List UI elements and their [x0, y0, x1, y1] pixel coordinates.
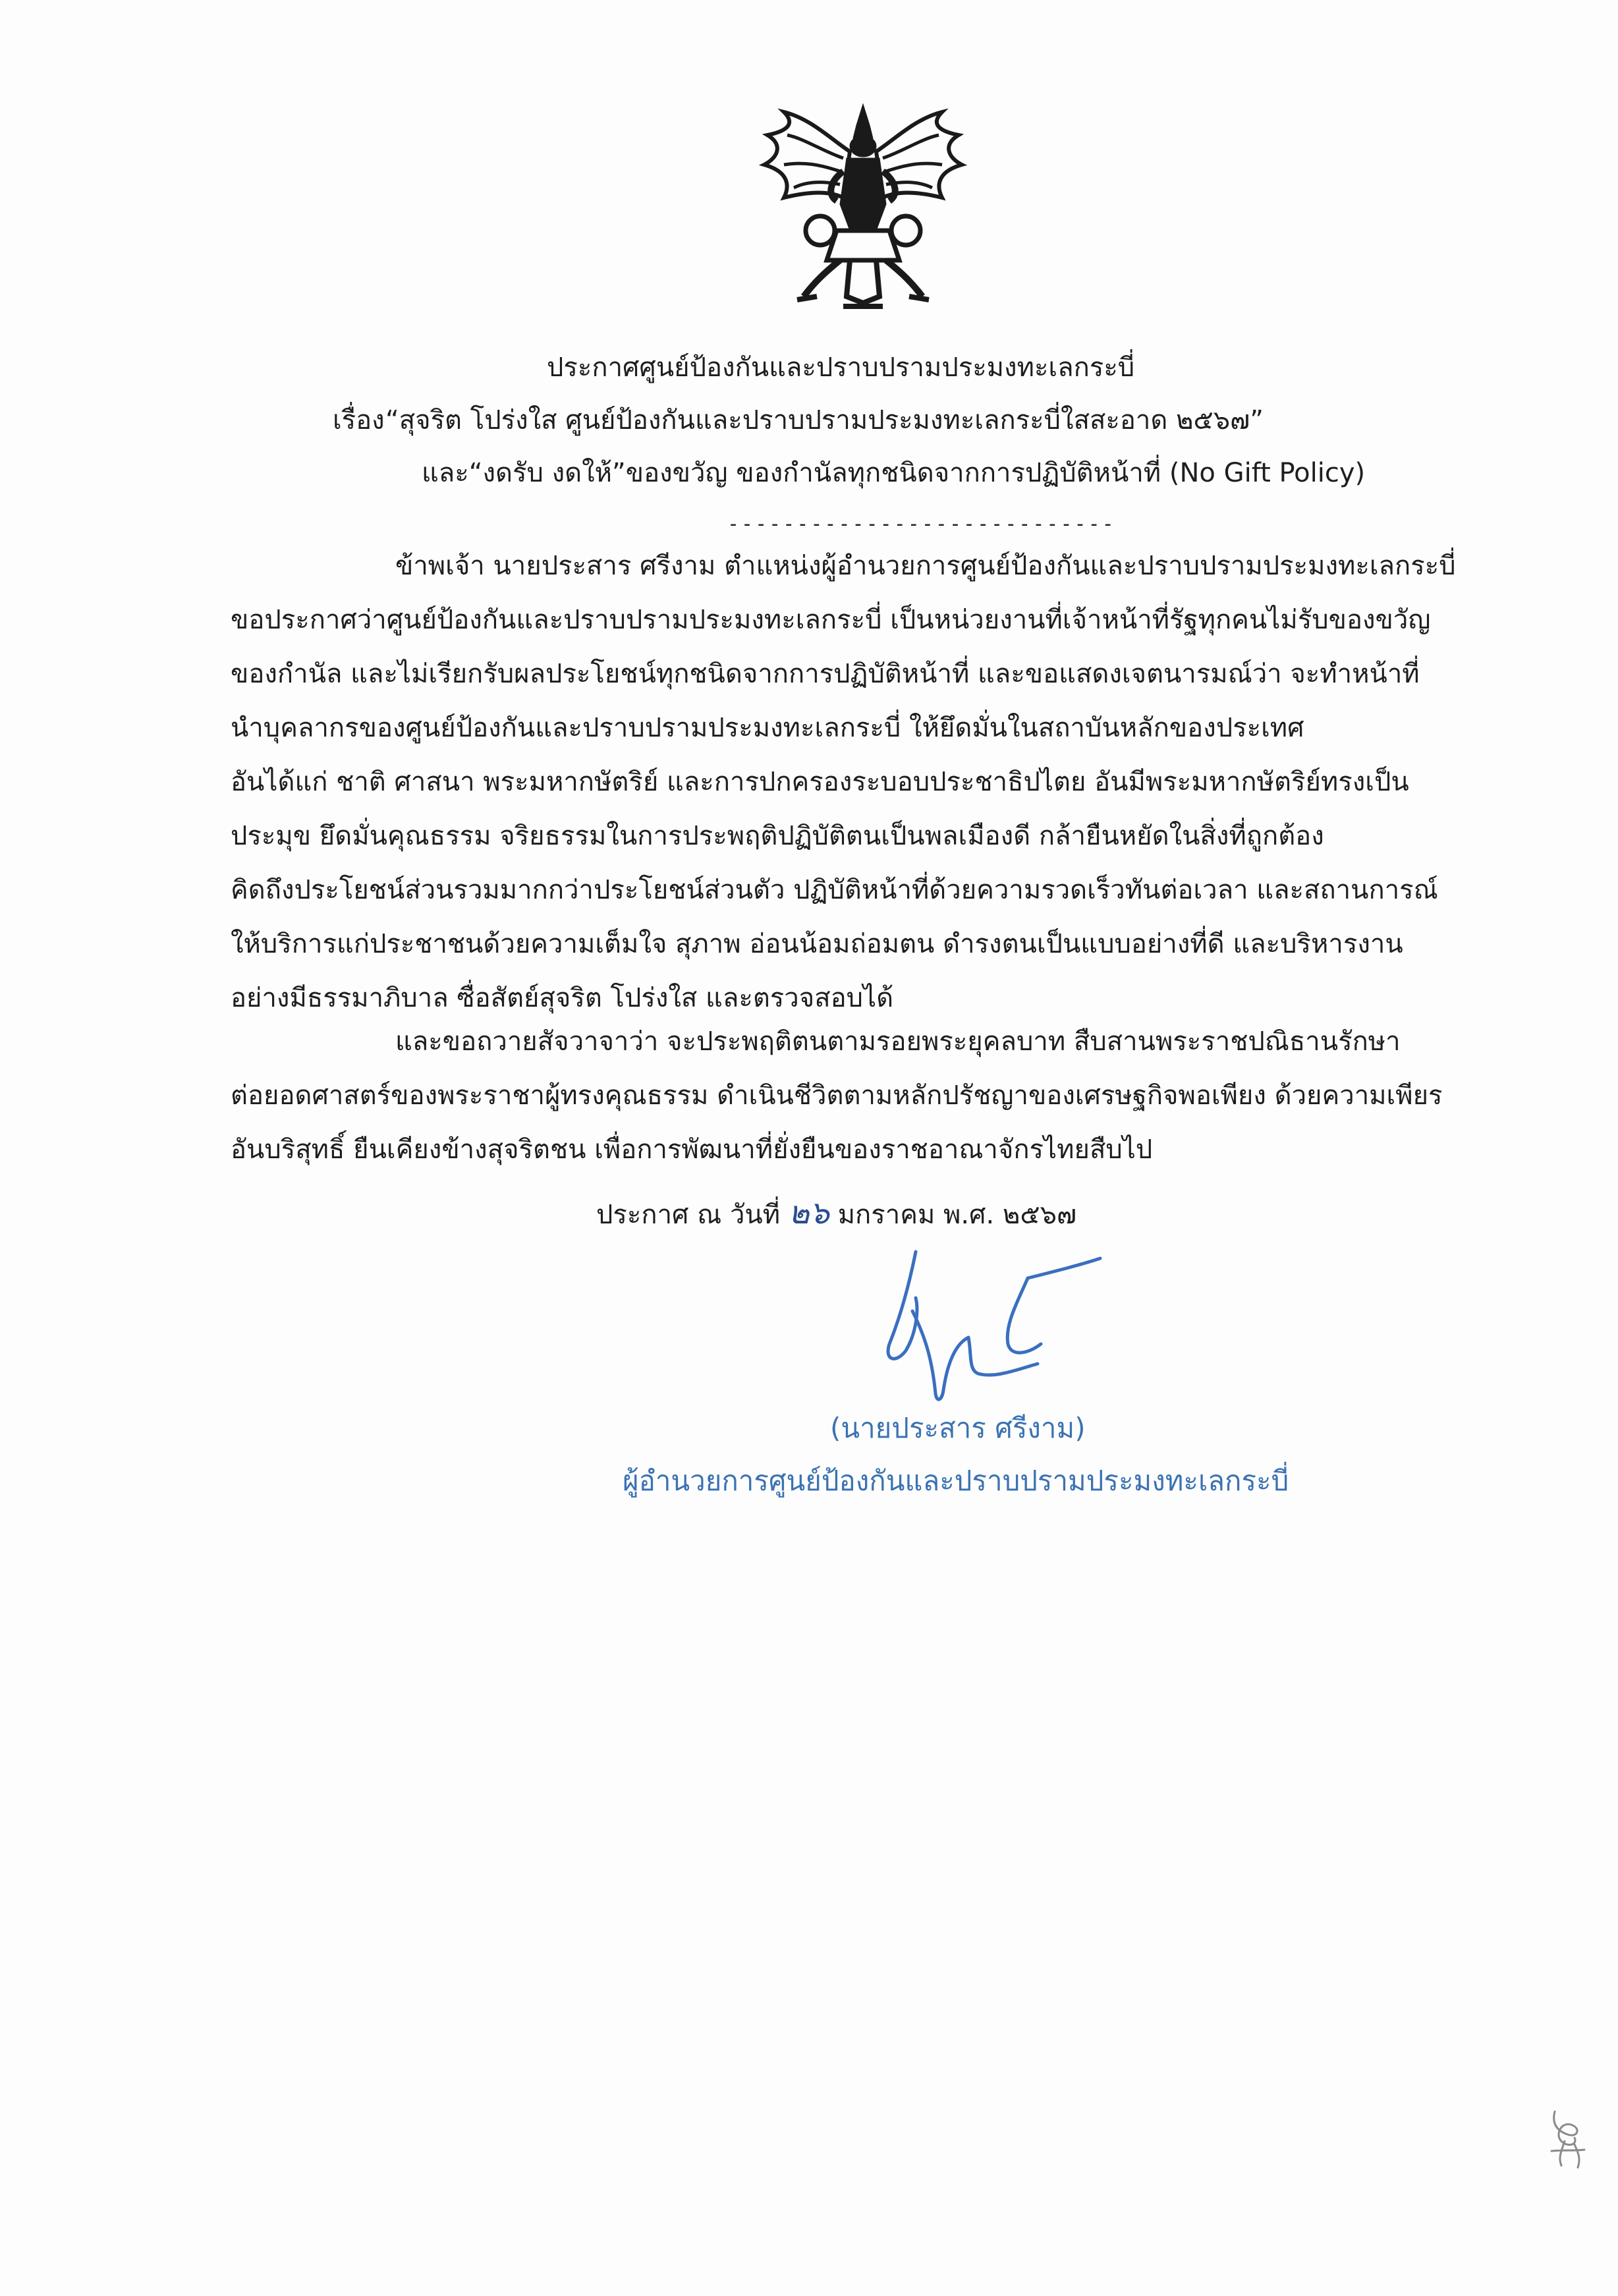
paragraph-1-line: ข้าพเจ้า นายประสาร ศรีงาม ตำแหน่งผู้อำนวยการศูนย์ป้องกันและปราบปรามประมงทะเลกระบี่	[395, 551, 1456, 581]
separator: ----------------------------	[727, 513, 1116, 536]
announcement-title: ประกาศศูนย์ป้องกันและปราบปรามประมงทะเลกระบี่	[547, 352, 1135, 383]
paragraph-1-line: คิดถึงประโยชน์ส่วนรวมมากกว่าประโยชน์ส่วนตัว ปฏิบัติหน้าที่ด้วยความรวดเร็วทันต่อเวลา และสถานการณ์	[231, 875, 1438, 905]
paragraph-1-line: อันได้แก่ ชาติ ศาสนา พระมหากษัตริย์ และการปกครองระบอบประชาธิปไตย อันมีพระมหากษัตริย์ทรงเป็น	[231, 767, 1409, 797]
scribble-mark	[1542, 2105, 1591, 2171]
paragraph-1-line: ประมุข ยึดมั่นคุณธรรม จริยธรรมในการประพฤติปฏิบัติตนเป็นพลเมืองดี กล้ายืนหยัดในสิ่งที่ถูกต้อง	[231, 821, 1324, 851]
handwritten-signature	[870, 1239, 1113, 1410]
date-day: ๒๖	[788, 1194, 829, 1231]
subject-label: เรื่อง	[333, 405, 385, 435]
paragraph-2-line: และขอถวายสัจวาจาว่า จะประพฤติตนตามรอยพระยุคลบาท สืบสานพระราชปณิธานรักษา	[395, 1026, 1401, 1057]
paragraph-1-line: อย่างมีธรรมาภิบาล ซื่อสัตย์สุจริต โปร่งใส และตรวจสอบได้	[231, 983, 894, 1013]
paragraph-1-line: ของกำนัล และไม่เรียกรับผลประโยชน์ทุกชนิดจากการปฏิบัติหน้าที่ และขอแสดงเจตนารมณ์ว่า จะทำหน้าที่	[231, 659, 1420, 689]
paragraph-2	[231, 1015, 1482, 1177]
paragraph-2-line: ต่อยอดศาสตร์ของพระราชาผู้ทรงคุณธรรม ดำเนินชีวิตตามหลักปรัชญาของเศรษฐกิจพอเพียง ด้วยความเพียร	[231, 1080, 1443, 1111]
paragraph-2-line: อันบริสุทธิ์ ยืนเคียงข้างสุจริตชน เพื่อการพัฒนาที่ยั่งยืนของราชอาณาจักรไทยสืบไป	[231, 1134, 1153, 1165]
paragraph-1-line: ให้บริการแก่ประชาชนด้วยความเต็มใจ สุภาพ อ่อนน้อมถ่อมตน ดำรงตนเป็นแบบอย่างที่ดี และบริหารงาน	[231, 929, 1403, 959]
date-prefix: ประกาศ ณ วันที่	[596, 1200, 781, 1230]
date-suffix: มกราคม พ.ศ. ๒๕๖๗	[837, 1200, 1077, 1230]
paragraph-1	[231, 539, 1482, 1025]
paragraph-1-line: นำบุคลากรของศูนย์ป้องกันและปราบปรามประมงทะเลกระบี่ ให้ยึดมั่นในสถาบันหลักของประเทศ	[231, 713, 1304, 743]
signer-title: ผู้อำนวยการศูนย์ป้องกันและปราบปรามประมงทะเลกระบี่	[623, 1465, 1289, 1497]
garuda-emblem-icon	[758, 99, 968, 316]
paragraph-1-line: ขอประกาศว่าศูนย์ป้องกันและปราบปรามประมงทะเลกระบี่ เป็นหน่วยงานที่เจ้าหน้าที่รัฐทุกคนไม่รับของขวัญ	[231, 605, 1431, 635]
subject-line-2: และ“งดรับ งดให้”ของขวัญ ของกำนัลทุกชนิดจากการปฏิบัติหน้าที่ (No Gift Policy)	[422, 458, 1366, 488]
subject-line-1: “สุจริต โปร่งใส ศูนย์ป้องกันและปราบปรามประมงทะเลกระบี่ใสสะอาด ๒๕๖๗”	[385, 405, 1264, 435]
signer-name: (นายประสาร ศรีงาม)	[830, 1412, 1086, 1444]
announcement-date	[596, 1188, 1076, 1238]
